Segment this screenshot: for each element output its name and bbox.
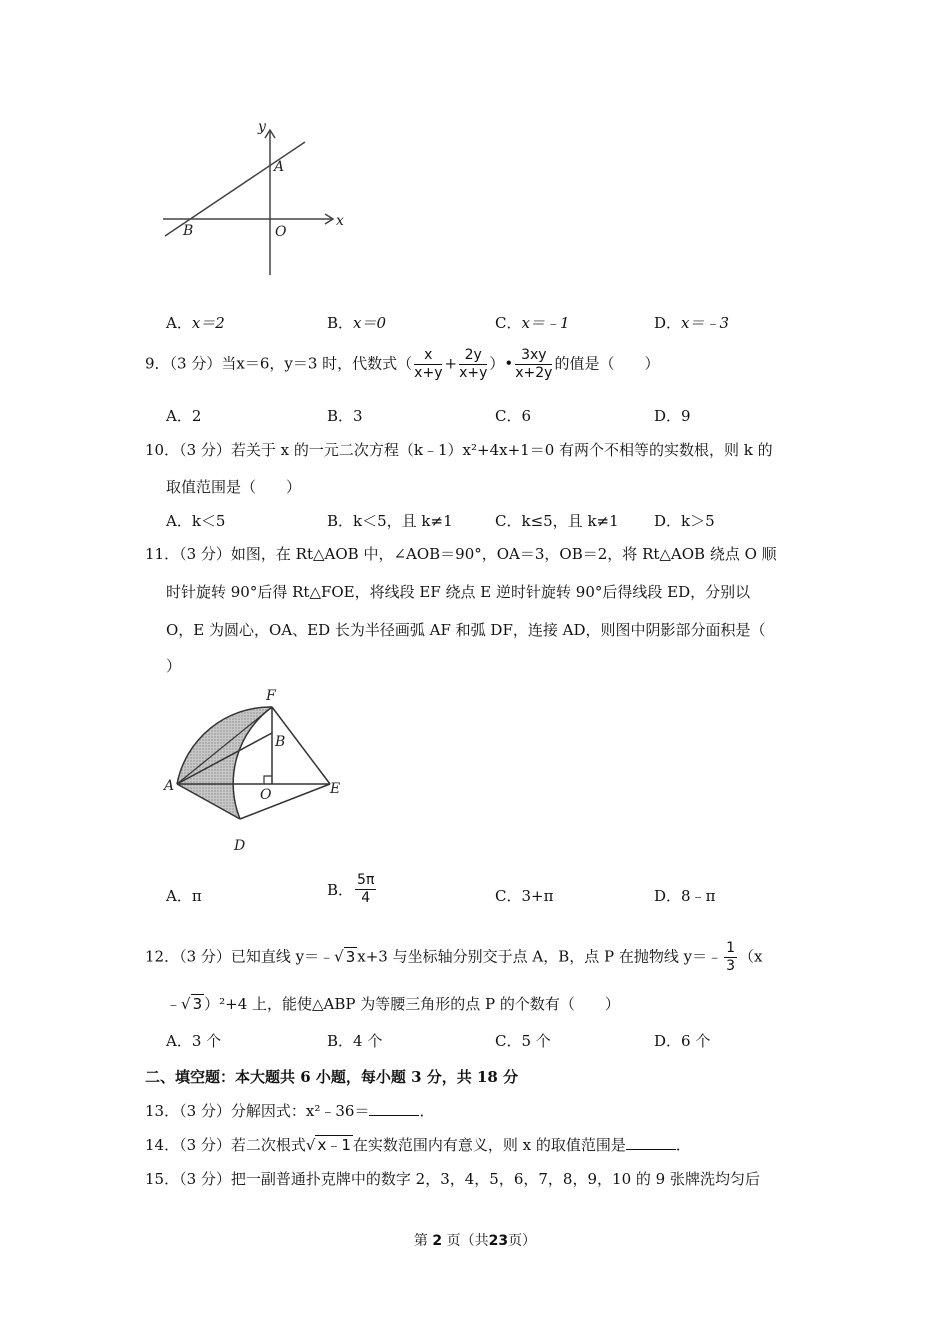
linear-function-graph [155,115,355,280]
sqrt-symbol: √ [181,995,191,1013]
fraction-3: $\frac{3xy}{x+2y}$ [515,347,553,381]
q15-stem: 15．（3 分）把一副普通扑克牌中的数字 2，3，4，5，6，7，8，9，10 的 9 张牌洗均匀后 [145,1170,760,1188]
q10-option-b: B．k＜5，且 k≠1 [327,512,453,530]
q8-option-d: D．x＝﹣3 [654,314,730,332]
function-line [165,142,305,236]
q9-option-d: D．9 [654,407,691,425]
q11-stem-line2: 时针旋转 90°后得 Rt△FOE，将线段 EF 绕点 E 逆时针旋转 90°后得线段 ED，分别以 [166,583,751,601]
q9-option-b: B．3 [327,407,363,425]
q9-stem: 9．（3 分）当x＝6，y＝3 时，代数式（ $\frac{x}{x+y}$ + $\frac{2y}{x+y}$ ）• $\frac{3xy}{x+2y}$ 的值是（ ） [145,347,660,381]
point-o-label: O [260,787,272,803]
q8-option-c: C．x＝﹣1 [495,314,570,332]
y-axis-label: y [258,119,266,135]
q12-stem-line2: ﹣√ 3 ）²+4 上，能使△ABP 为等腰三角形的点 P 的个数有（ ） [166,995,620,1013]
q12-option-d: D．6 个 [654,1032,711,1050]
geometry-figure [160,685,360,855]
right-angle-mark [264,776,272,784]
q10-option-c: C．k≤5，且 k≠1 [495,512,619,530]
q14-stem: 14．（3 分）若二次根式√ x﹣1 在实数范围内有意义，则 x 的取值范围是 ． [145,1136,691,1154]
shaded-region [177,707,272,819]
q8-option-b: B．x＝0 [327,314,387,332]
q12-option-c: C．5 个 [495,1032,551,1050]
answer-blank [369,1101,419,1116]
q11-option-a: A．π [166,887,202,905]
answer-blank [626,1135,676,1150]
q9-option-c: C．6 [495,407,532,425]
q11-stem-line1: 11．（3 分）如图，在 Rt△AOB 中，∠AOB＝90°，OA＝3，OB＝2，将 Rt△AOB 绕点 O 顺 [145,545,777,563]
section-2-heading: 二、填空题：本大题共 6 小题，每小题 3 分，共 18 分 [145,1068,519,1086]
origin-label: O [275,224,287,240]
q10-option-a: A．k＜5 [166,512,226,530]
point-d-label: D [234,838,246,854]
q12-option-b: B．4 个 [327,1032,383,1050]
q10-stem-line2: 取值范围是（ ） [166,478,302,496]
fraction-1: $\frac{x}{x+y}$ [414,347,443,381]
fraction-5pi-4: $\frac{5\pi}{4}$ [357,872,375,906]
q9-option-a: A．2 [166,407,202,425]
q11-option-c: C．3+π [495,887,554,905]
fraction-1-3: $\frac{1}{3}$ [726,940,736,974]
page-footer: 第 2 页（共23页） [413,1233,537,1249]
point-f-label: F [266,688,276,704]
point-e-label: E [330,781,341,797]
point-b-label: B [275,734,286,750]
q11-option-b: B． $\frac{5\pi}{4}$ [327,872,375,906]
sqrt-symbol: √ [334,947,344,966]
q12-option-a: A．3 个 [166,1032,222,1050]
q12-stem-line1: 12．（3 分）已知直线 y＝﹣√ 3 x+3 与坐标轴分别交于点 A，B，点 P 在抛物线 y＝﹣ $\frac{1}{3}$ （x [145,940,763,974]
x-axis-label: x [336,213,344,229]
q11-stem-line4: ） [166,657,182,675]
point-a-label: A [164,778,175,794]
q10-option-d: D．k＞5 [654,512,715,530]
segment-de [240,784,330,819]
q10-stem-line1: 10．（3 分）若关于 x 的一元二次方程（k﹣1）x²+4x+1＝0 有两个不相等的实数根，则 k 的 [145,441,773,459]
point-b-label: B [183,223,194,239]
q8-option-a: A．x＝2 [166,314,225,332]
sqrt-symbol: √ [305,1136,316,1154]
q11-option-d: D．8﹣π [654,887,716,905]
fraction-2: $\frac{2y}{x+y}$ [459,347,488,381]
point-a-label: A [274,159,285,175]
q11-stem-line3: O，E 为圆心，OA、ED 长为半径画弧 AF 和弧 DF，连接 AD，则图中阴影部分面积是（ [166,621,766,639]
q13-stem: 13．（3 分）分解因式：x²﹣36＝ ． [145,1102,435,1120]
